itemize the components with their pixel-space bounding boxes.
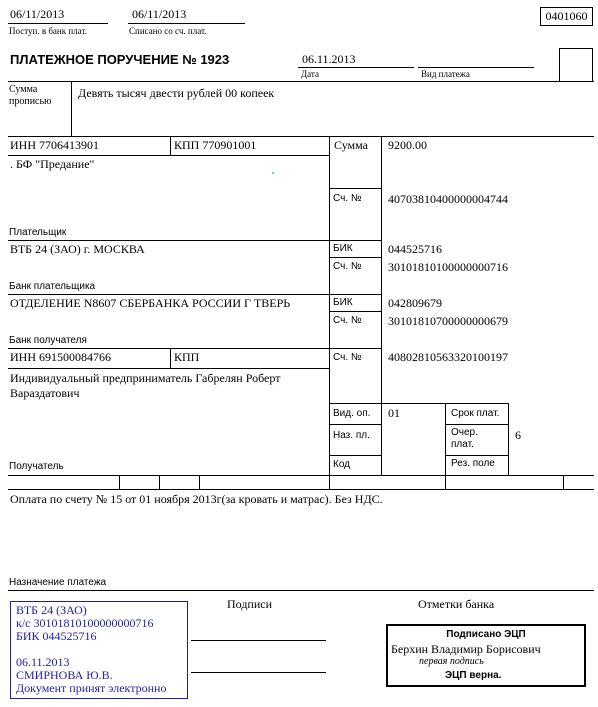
divider <box>508 403 509 475</box>
payment-type-label: Вид платежа <box>421 69 470 79</box>
divider <box>8 489 594 490</box>
amount-label: Сумма <box>334 138 368 152</box>
divider <box>8 81 594 82</box>
amount-words-label: Сумма прописью <box>9 84 52 107</box>
divider <box>159 475 160 489</box>
divider <box>8 240 381 241</box>
payer-bank-bik: 044525716 <box>388 242 442 256</box>
divider <box>170 136 171 155</box>
order-date-line <box>298 67 414 68</box>
recipient-bank-bik: 042809679 <box>388 296 442 310</box>
debited-date: 06/11/2013 <box>132 7 187 21</box>
payer-bank-name: ВТБ 24 (ЗАО) г. МОСКВА <box>10 242 145 256</box>
received-date-line <box>8 23 108 24</box>
payer-bank-corr-account: 30101810100000000716 <box>388 260 508 274</box>
term-label: Срок плат. <box>451 408 500 419</box>
divider <box>563 475 564 489</box>
recipient-bank-corr-account: 30101810700000000679 <box>388 314 508 328</box>
divider <box>445 403 446 475</box>
signature-line-1 <box>191 640 326 641</box>
purpose-label: Назначение платежа <box>9 577 107 588</box>
bank-stamp-text: ВТБ 24 (ЗАО) к/с 30101810100000000716 БИК 044525716 <box>16 603 154 643</box>
status-box <box>559 48 593 82</box>
divider <box>329 455 381 456</box>
recipient-bank-label: Банк получателя <box>9 335 87 346</box>
payer-bank-corr-label: Сч. № <box>333 261 362 272</box>
debited-date-line <box>128 23 245 24</box>
bank-stamp-acceptance: 06.11.2013 СМИРНОВА Ю.В. Документ принят электронно <box>16 655 167 695</box>
amount-value: 9200.00 <box>388 138 427 152</box>
divider <box>445 455 508 456</box>
page-title: ПЛАТЕЖНОЕ ПОРУЧЕНИЕ № 1923 <box>10 52 230 67</box>
ecp-signer: Берхин Владимир Борисович <box>391 642 541 656</box>
priority-label: Очер. плат. <box>451 427 478 450</box>
ecp-role: первая подпись <box>419 656 484 667</box>
divider <box>329 403 508 404</box>
ecp-status: ЭЦП верна. <box>445 670 502 681</box>
divider <box>199 475 200 489</box>
signatures-label: Подписи <box>227 597 273 611</box>
recipient-bank-bik-label: БИК <box>333 297 353 308</box>
divider <box>8 136 594 137</box>
amount-words-value: Девять тысяч двести рублей 00 копеек <box>78 86 275 100</box>
divider <box>8 475 594 476</box>
received-date: 06/11/2013 <box>10 7 65 21</box>
payer-account-label: Сч. № <box>333 193 362 204</box>
divider <box>329 257 381 258</box>
recipient-label: Получатель <box>9 461 64 472</box>
recipient-name: Индивидуальный предприниматель Габрелян Роберт Вараздатович <box>10 371 281 400</box>
ecp-title: Подписано ЭЦП <box>446 629 526 640</box>
divider <box>329 311 381 312</box>
divider <box>8 294 381 295</box>
op-type-label: Вид. оп. <box>333 408 371 419</box>
divider <box>119 475 120 489</box>
divider <box>329 188 381 189</box>
received-date-label: Поступ. в банк плат. <box>9 26 87 36</box>
op-type-value: 01 <box>388 406 400 420</box>
signature-line-2 <box>191 672 326 673</box>
divider <box>329 424 381 425</box>
divider <box>445 475 446 489</box>
divider <box>8 368 329 369</box>
payer-kpp: КПП 770901001 <box>174 138 257 152</box>
debited-date-label: Списано со сч. плат. <box>129 26 207 36</box>
reserve-label: Рез. поле <box>451 458 495 469</box>
payment-type-line <box>418 67 534 68</box>
recipient-inn: ИНН 691500084766 <box>10 350 111 364</box>
purpose-text: Оплата по счету № 15 от 01 ноября 2013г(за кровать и матрас). Без НДС. <box>10 492 383 506</box>
divider <box>170 348 171 368</box>
payer-bank-bik-label: БИК <box>333 243 353 254</box>
order-date: 06.11.2013 <box>302 52 356 66</box>
purpose-code-label: Наз. пл. <box>333 430 370 441</box>
recipient-account: 40802810563320100197 <box>388 350 508 364</box>
scan-dot <box>272 172 274 174</box>
payer-account: 40703810400000004744 <box>388 192 508 206</box>
recipient-kpp: КПП <box>174 350 200 364</box>
payer-label: Плательщик <box>9 227 67 238</box>
recipient-bank-corr-label: Сч. № <box>333 315 362 326</box>
divider <box>8 155 329 156</box>
priority-value: 6 <box>515 428 521 442</box>
recipient-bank-name: ОТДЕЛЕНИЕ N8607 СБЕРБАНКА РОССИИ Г ТВЕРЬ <box>10 296 291 310</box>
recipient-account-label: Сч. № <box>333 352 362 363</box>
form-code: 0401060 <box>540 7 593 26</box>
divider <box>329 475 330 489</box>
order-date-label: Дата <box>301 69 319 79</box>
code-label: Код <box>333 459 351 470</box>
divider <box>8 590 594 591</box>
payer-name: . БФ "Предание" <box>10 157 95 171</box>
bank-marks-label: Отметки банка <box>418 597 495 611</box>
divider <box>445 424 508 425</box>
divider <box>71 81 72 136</box>
payer-inn: ИНН 7706413901 <box>10 138 99 152</box>
divider <box>381 136 382 475</box>
divider <box>8 348 381 349</box>
payer-bank-label: Банк плательщика <box>9 281 96 292</box>
